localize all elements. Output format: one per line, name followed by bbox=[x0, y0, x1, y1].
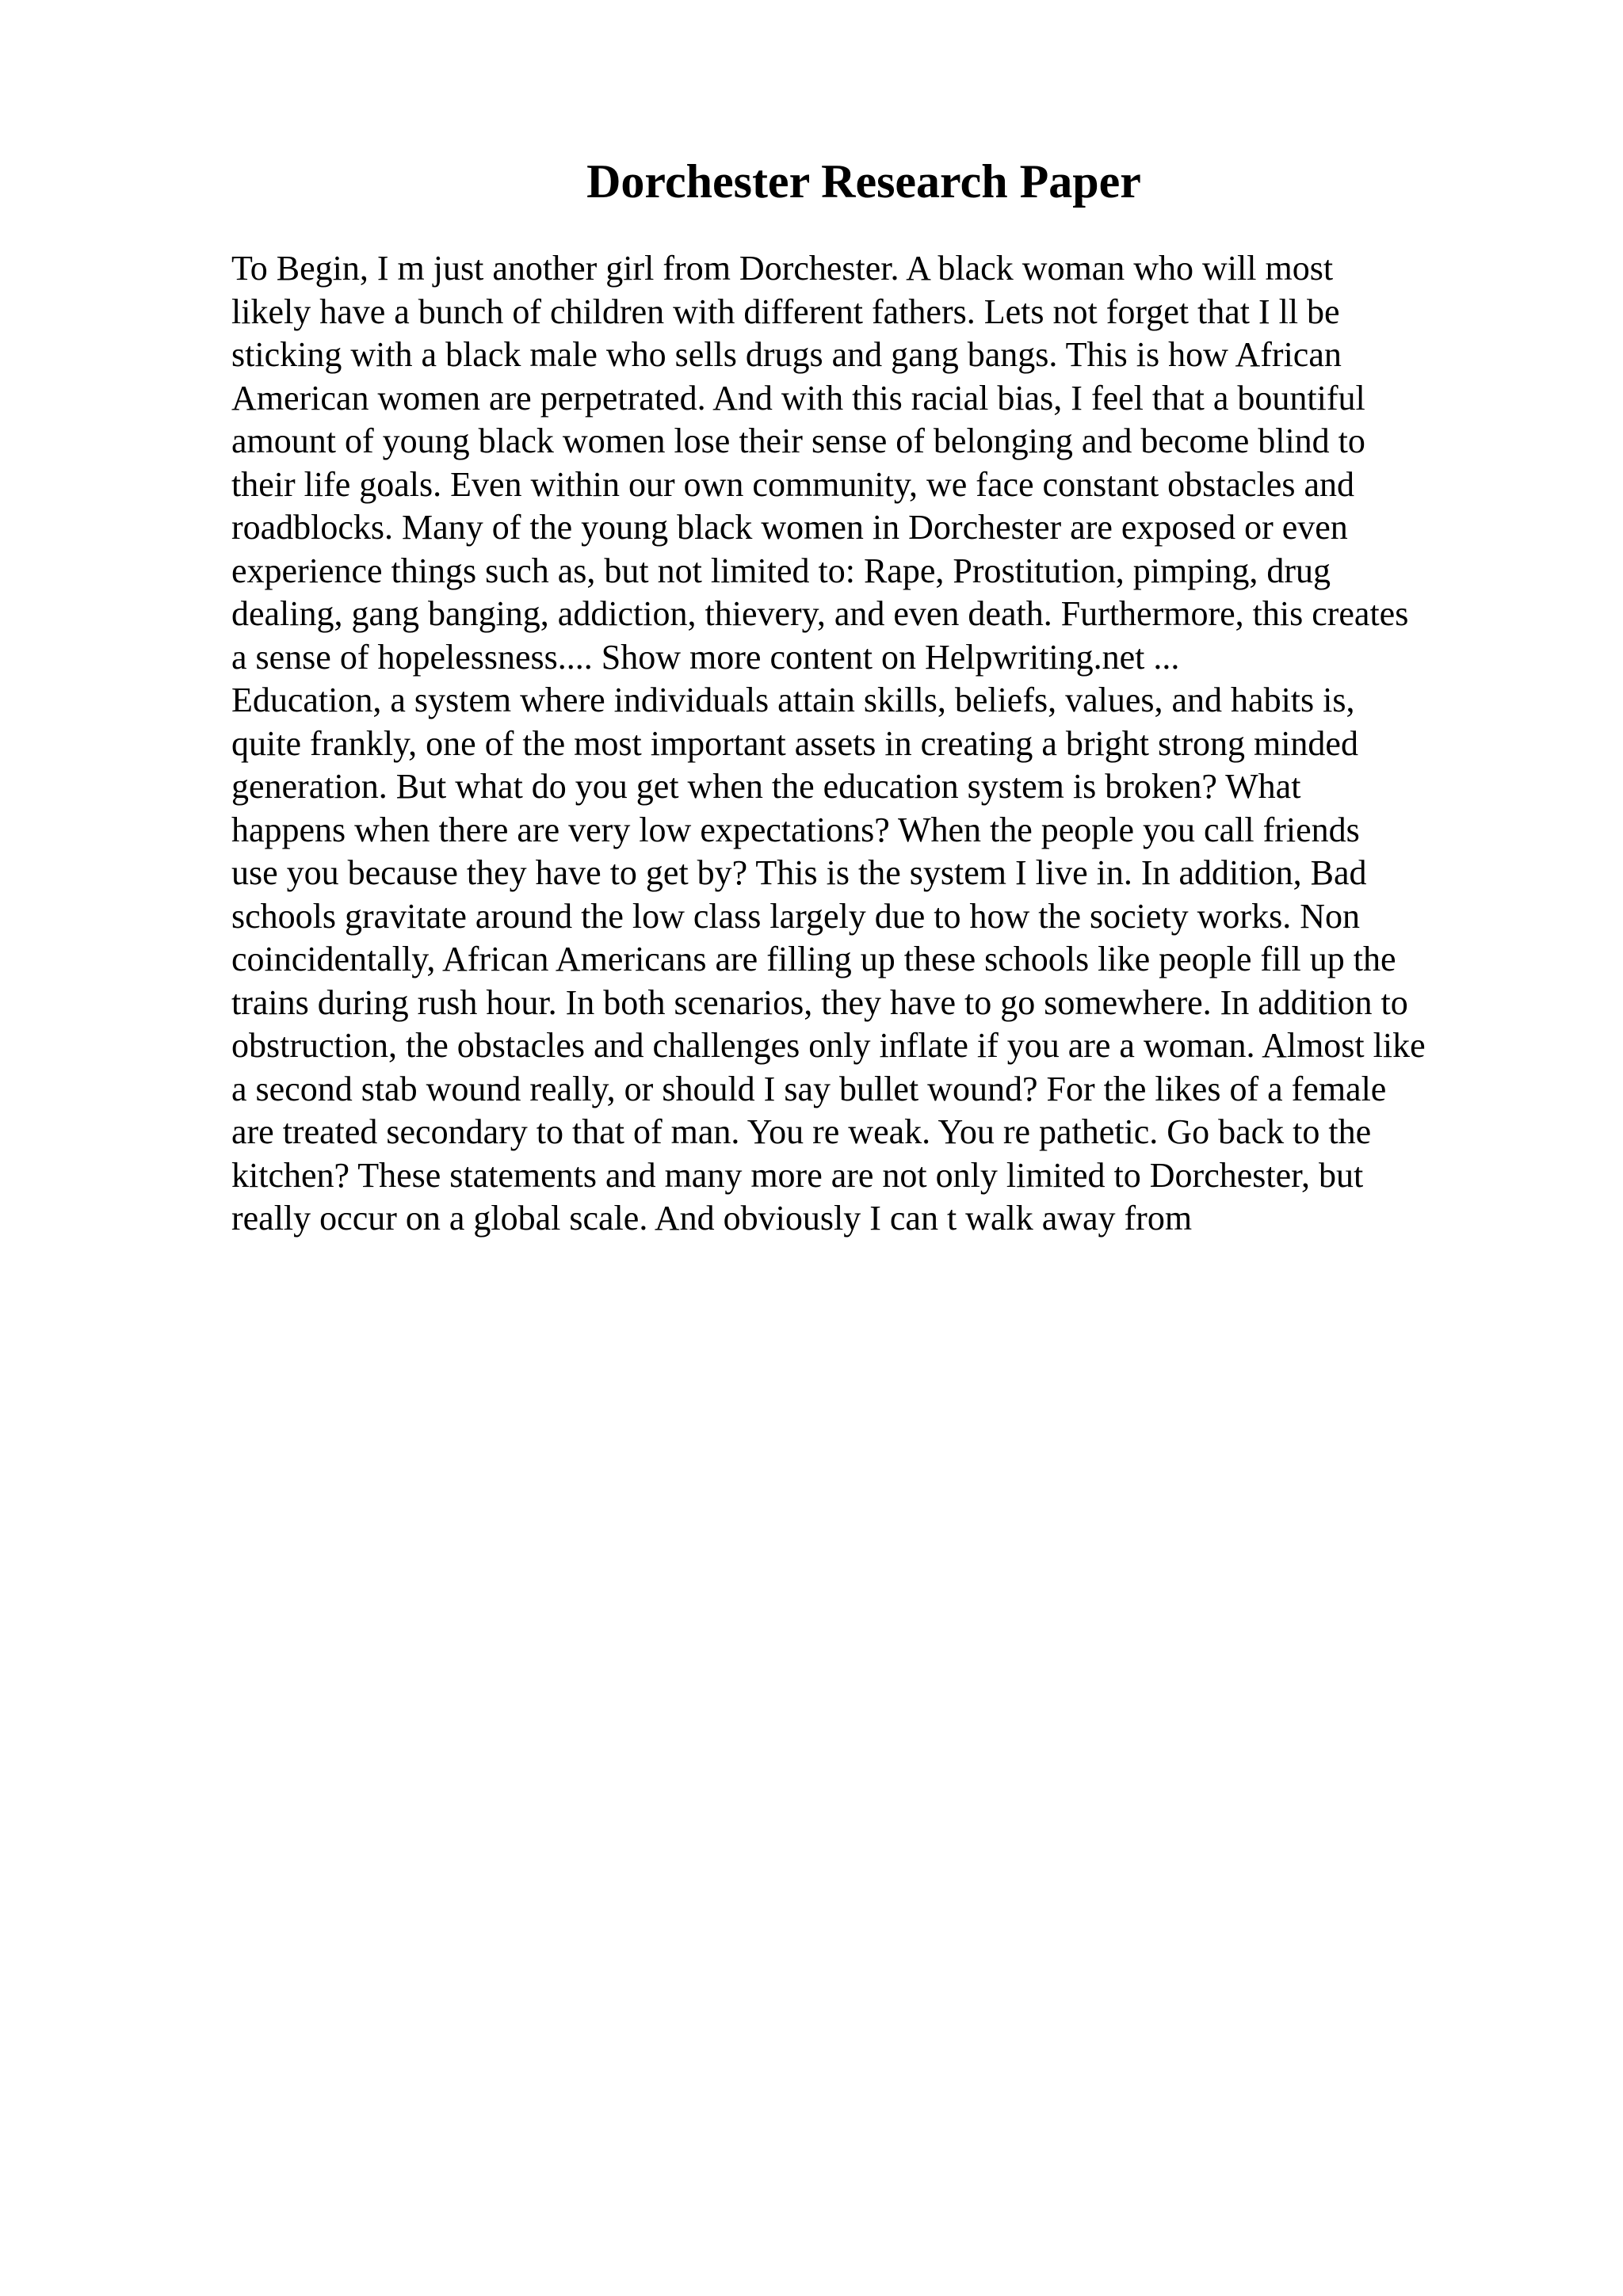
body-line: roadblocks. Many of the young black women in Dorchester are exposed or even bbox=[231, 508, 1348, 547]
body-line: trains during rush hour. In both scenarios, they have to go somewhere. In addition to bbox=[231, 982, 1408, 1022]
body-line: generation. But what do you get when the education system is broken? What bbox=[231, 767, 1301, 806]
document-title: Dorchester Research Paper bbox=[586, 155, 1141, 208]
body-line: schools gravitate around the low class largely due to how the society works. Non bbox=[231, 896, 1360, 936]
body-line: kitchen? These statements and many more are not only limited to Dorchester, but bbox=[231, 1155, 1364, 1195]
body-line: really occur on a global scale. And obviously I can t walk away from bbox=[231, 1199, 1193, 1238]
body-line: coincidentally, African Americans are filling up these schools like people fill up the bbox=[231, 940, 1396, 978]
body-line: use you because they have to get by? This is the system I live in. In addition, Bad bbox=[231, 853, 1367, 892]
body-line: Education, a system where individuals attain skills, beliefs, values, and habits is, bbox=[231, 681, 1355, 719]
body-line: a second stab wound really, or should I say bullet wound? For the likes of a female bbox=[231, 1069, 1387, 1108]
body-line: happens when there are very low expectations? When the people you call friends bbox=[231, 810, 1360, 849]
body-line: To Begin, I m just another girl from Dorchester. A black woman who will most bbox=[231, 249, 1334, 288]
body-line: are treated secondary to that of man. You re weak. You re pathetic. Go back to the bbox=[231, 1112, 1372, 1151]
document-body bbox=[231, 247, 1594, 1241]
body-line: quite frankly, one of the most important assets in creating a bright strong minded bbox=[231, 723, 1358, 763]
body-line: experience things such as, but not limited to: Rape, Prostitution, pimping, drug bbox=[231, 551, 1331, 590]
body-line: likely have a bunch of children with different fathers. Lets not forget that I ll be bbox=[231, 292, 1340, 331]
body-line: obstruction, the obstacles and challenges only inflate if you are a woman. Almost like bbox=[231, 1026, 1426, 1065]
body-line: American women are perpetrated. And with this racial bias, I feel that a bountiful bbox=[231, 378, 1365, 418]
body-line: dealing, gang banging, addiction, thievery, and even death. Furthermore, this creates bbox=[231, 594, 1409, 633]
body-line: a sense of hopelessness.... Show more content on Helpwriting.net ... bbox=[231, 637, 1180, 677]
body-line: their life goals. Even within our own community, we face constant obstacles and bbox=[231, 464, 1354, 504]
body-line: amount of young black women lose their sense of belonging and become blind to bbox=[231, 421, 1365, 460]
body-line: sticking with a black male who sells drugs and gang bangs. This is how African bbox=[231, 335, 1342, 374]
